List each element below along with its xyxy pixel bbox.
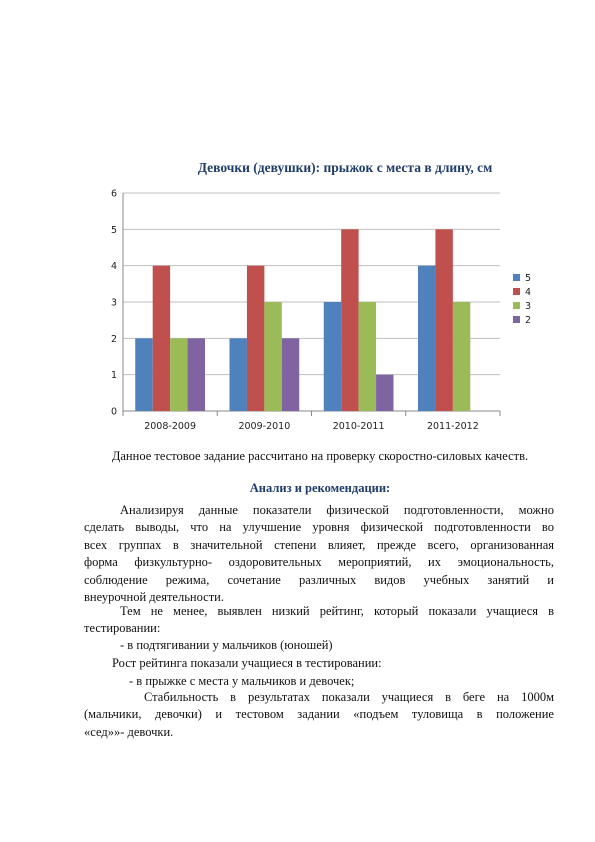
- y-tick-label: 2: [110, 333, 117, 345]
- section-title: Анализ и рекомендации:: [249, 481, 391, 495]
- legend-swatch: [513, 316, 520, 323]
- y-tick-label: 1: [110, 370, 117, 382]
- paragraph-line: форма физкультурно- оздоровительных мероприятий, их эмоциональность,: [84, 555, 554, 570]
- legend-label: 3: [525, 301, 532, 312]
- paragraph-stability: [84, 689, 554, 741]
- paragraph-line: тестировании:: [84, 621, 161, 636]
- legend-label: 4: [525, 287, 532, 298]
- chart-caption: Данное тестовое задание рассчитано на проверку скоростно-силовых качеств.: [111, 449, 529, 463]
- bar: [453, 302, 470, 411]
- bar: [282, 338, 299, 411]
- y-tick-label: 4: [110, 261, 117, 273]
- paragraph-analysis: [84, 502, 554, 606]
- bar: [230, 338, 247, 411]
- bar: [324, 302, 341, 411]
- list-item: - в прыжке с места у мальчиков и девочек;: [129, 674, 355, 688]
- bar: [341, 229, 358, 411]
- legend-label: 2: [525, 315, 532, 326]
- paragraph-line: «сед»»- девочки.: [84, 724, 174, 739]
- paragraph-line: всех группах в значительной степени влияет, прежде всего, организованная: [84, 537, 554, 552]
- chart-title: Девочки (девушки): прыжок с места в длину, см: [197, 160, 493, 175]
- bar: [359, 302, 376, 411]
- paragraph-line: сделать выводы, что на улучшение уровня физической подготовленности во: [84, 520, 554, 535]
- x-tick-label: 2008-2009: [144, 421, 197, 432]
- legend-label: 5: [525, 273, 532, 284]
- y-tick-label: 6: [110, 188, 117, 200]
- y-tick-label: 0: [110, 406, 117, 418]
- paragraph-line: Стабильность в результатах показали учащиеся в беге на 1000м: [144, 690, 554, 704]
- paragraph-line: соблюдение режима, сочетание различных видов учебных занятий и: [84, 572, 554, 587]
- legend-swatch: [513, 288, 520, 295]
- bar: [264, 302, 281, 411]
- paragraph-line: Тем не менее, выявлен низкий рейтинг, который показали учащиеся в: [120, 604, 554, 618]
- growth-line: Рост рейтинга показали учащиеся в тестировании:: [112, 656, 382, 670]
- bar: [435, 229, 452, 411]
- bar: [188, 338, 205, 411]
- paragraph-line: (мальчики, девочки) и тестовом задании «подъем туловища в положение: [84, 707, 554, 722]
- list-item: - в подтягивании у мальчиков (юношей): [120, 638, 333, 652]
- bar: [153, 266, 170, 411]
- y-tick-label: 5: [110, 224, 117, 236]
- bar: [135, 338, 152, 411]
- bar-chart: [95, 180, 575, 435]
- x-tick-label: 2010-2011: [332, 421, 385, 432]
- bar: [418, 266, 435, 411]
- y-tick-label: 3: [110, 297, 117, 309]
- x-tick-label: 2011-2012: [426, 421, 479, 432]
- x-tick-label: 2009-2010: [238, 421, 291, 432]
- paragraph-low-rating: [84, 603, 554, 638]
- bar: [247, 266, 264, 411]
- legend-swatch: [513, 302, 520, 309]
- bar: [376, 375, 393, 411]
- paragraph-line: Анализируя данные показатели физической подготовленности, можно: [120, 503, 554, 517]
- bar: [170, 338, 187, 411]
- legend-swatch: [513, 274, 520, 281]
- paragraph-line: внеурочной деятельности.: [84, 590, 224, 605]
